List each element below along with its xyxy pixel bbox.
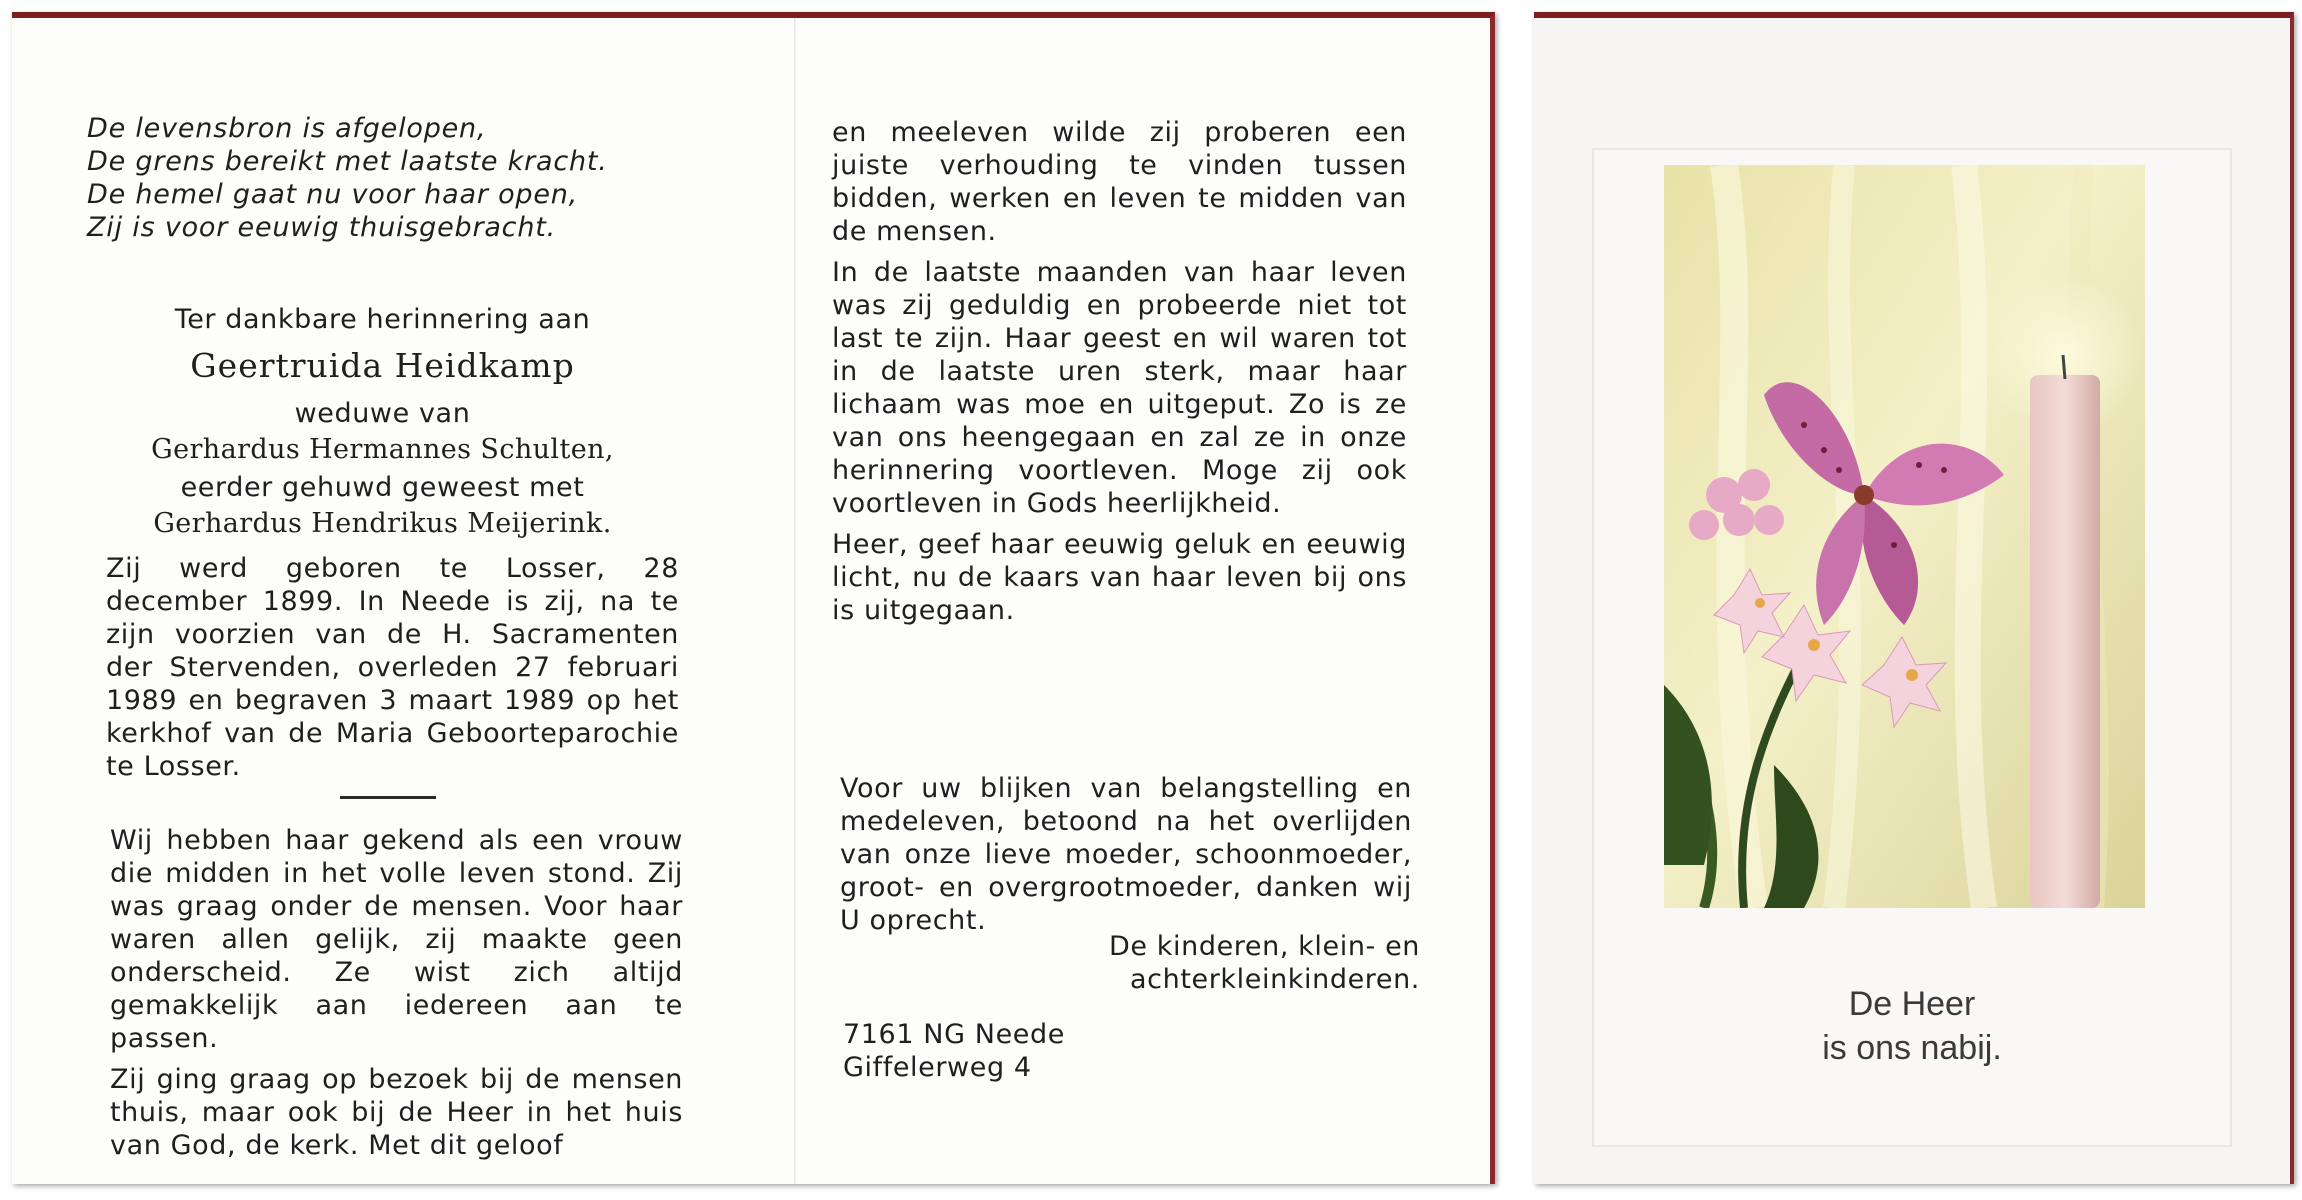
biography-paragraph: Wij hebben haar gekend als een vrouw die midden in het volle leven stond. Zij was graag onder de mensen. Voor haar waren allen gelijk, zij maakte geen onderscheid. Ze wist zich altijd gemakkelijk aan iedereen aan te passen. <box>110 825 683 1054</box>
caption-line-1: De Heer <box>1848 985 1976 1023</box>
biography-paragraph: en meeleven wilde zij proberen een juiste verhouding te vinden tussen bidden, werken en leven te midden van de mensen. <box>832 117 1407 247</box>
thanks-text: Voor uw blijken van belangstelling en medeleven, betoond na het overlijden van onze lieve moeder, schoonmoeder, groot- en overgrootmoeder, danken wij U oprecht. <box>840 773 1412 936</box>
section-divider <box>340 796 436 799</box>
card-fold <box>794 18 796 1184</box>
deceased-name: Geertruida Heidkamp <box>190 346 575 385</box>
cover-caption <box>1534 982 2290 1070</box>
biography-left <box>110 824 683 1170</box>
poem-line: De grens bereikt met laatste kracht. <box>87 146 608 177</box>
biography-right <box>832 116 1407 635</box>
poem <box>87 112 727 244</box>
widow-of-label: weduwe van <box>294 398 471 429</box>
front-cover <box>1534 12 2294 1184</box>
address-line-1: 7161 NG Neede <box>843 1019 1065 1050</box>
husband-1-name: Gerhardus Hermannes Schulten, <box>151 434 614 465</box>
signature-line: De kinderen, klein- en <box>1109 931 1420 962</box>
poem-line: De levensbron is afgelopen, <box>87 113 487 144</box>
husband-2-name: Gerhardus Hendrikus Meijerink. <box>153 508 612 539</box>
poem-line: De hemel gaat nu voor haar open, <box>87 179 579 210</box>
biography-paragraph: Zij ging graag op bezoek bij de mensen thuis, maar ook bij de Heer in het huis van God, de kerk. Met dit geloof <box>110 1064 683 1161</box>
memorial-intro: Ter dankbare herinnering aan <box>174 304 591 335</box>
memorial-header <box>90 302 675 544</box>
caption-line-2: is ons nabij. <box>1822 1029 2002 1067</box>
birth-paragraph: Zij werd geboren te Losser, 28 december 1899. In Neede is zij, na te zijn voorzien van de H. Sacramenten der Stervenden, overleden 27 februari 1989 en begraven 3 maart 1989 op het kerkhof van de Maria Geboorteparochie te Losser. <box>106 553 679 782</box>
lily-and-candle-photo <box>1664 165 2145 908</box>
poem-line: Zij is voor eeuwig thuisgebracht. <box>87 212 557 243</box>
prayer-paragraph: Heer, geef haar eeuwig geluk en eeuwig licht, nu de kaars van haar leven bij ons is uitgegaan. <box>832 529 1407 626</box>
birth-death-text <box>106 552 679 791</box>
signature-line: achterkleinkinderen. <box>1130 964 1420 995</box>
address-block <box>843 1018 1243 1084</box>
biography-paragraph: In de laatste maanden van haar leven was zij geduldig en probeerde niet tot last te zijn. Haar geest en wil waren tot in de laatste uren sterk, maar haar lichaam was moe en uitgeput. Zo is ze van ons heengegaan en zal ze in onze herinnering voortleven. Moge zij ook voortleven in Gods heerlijkheid. <box>832 257 1407 519</box>
previously-married-label: eerder gehuwd geweest met <box>180 472 585 503</box>
address-line-2: Giffelerweg 4 <box>843 1052 1032 1083</box>
photo-illustration <box>1664 165 2145 908</box>
thanks-block <box>840 772 1412 945</box>
signature-block <box>1080 930 1420 996</box>
